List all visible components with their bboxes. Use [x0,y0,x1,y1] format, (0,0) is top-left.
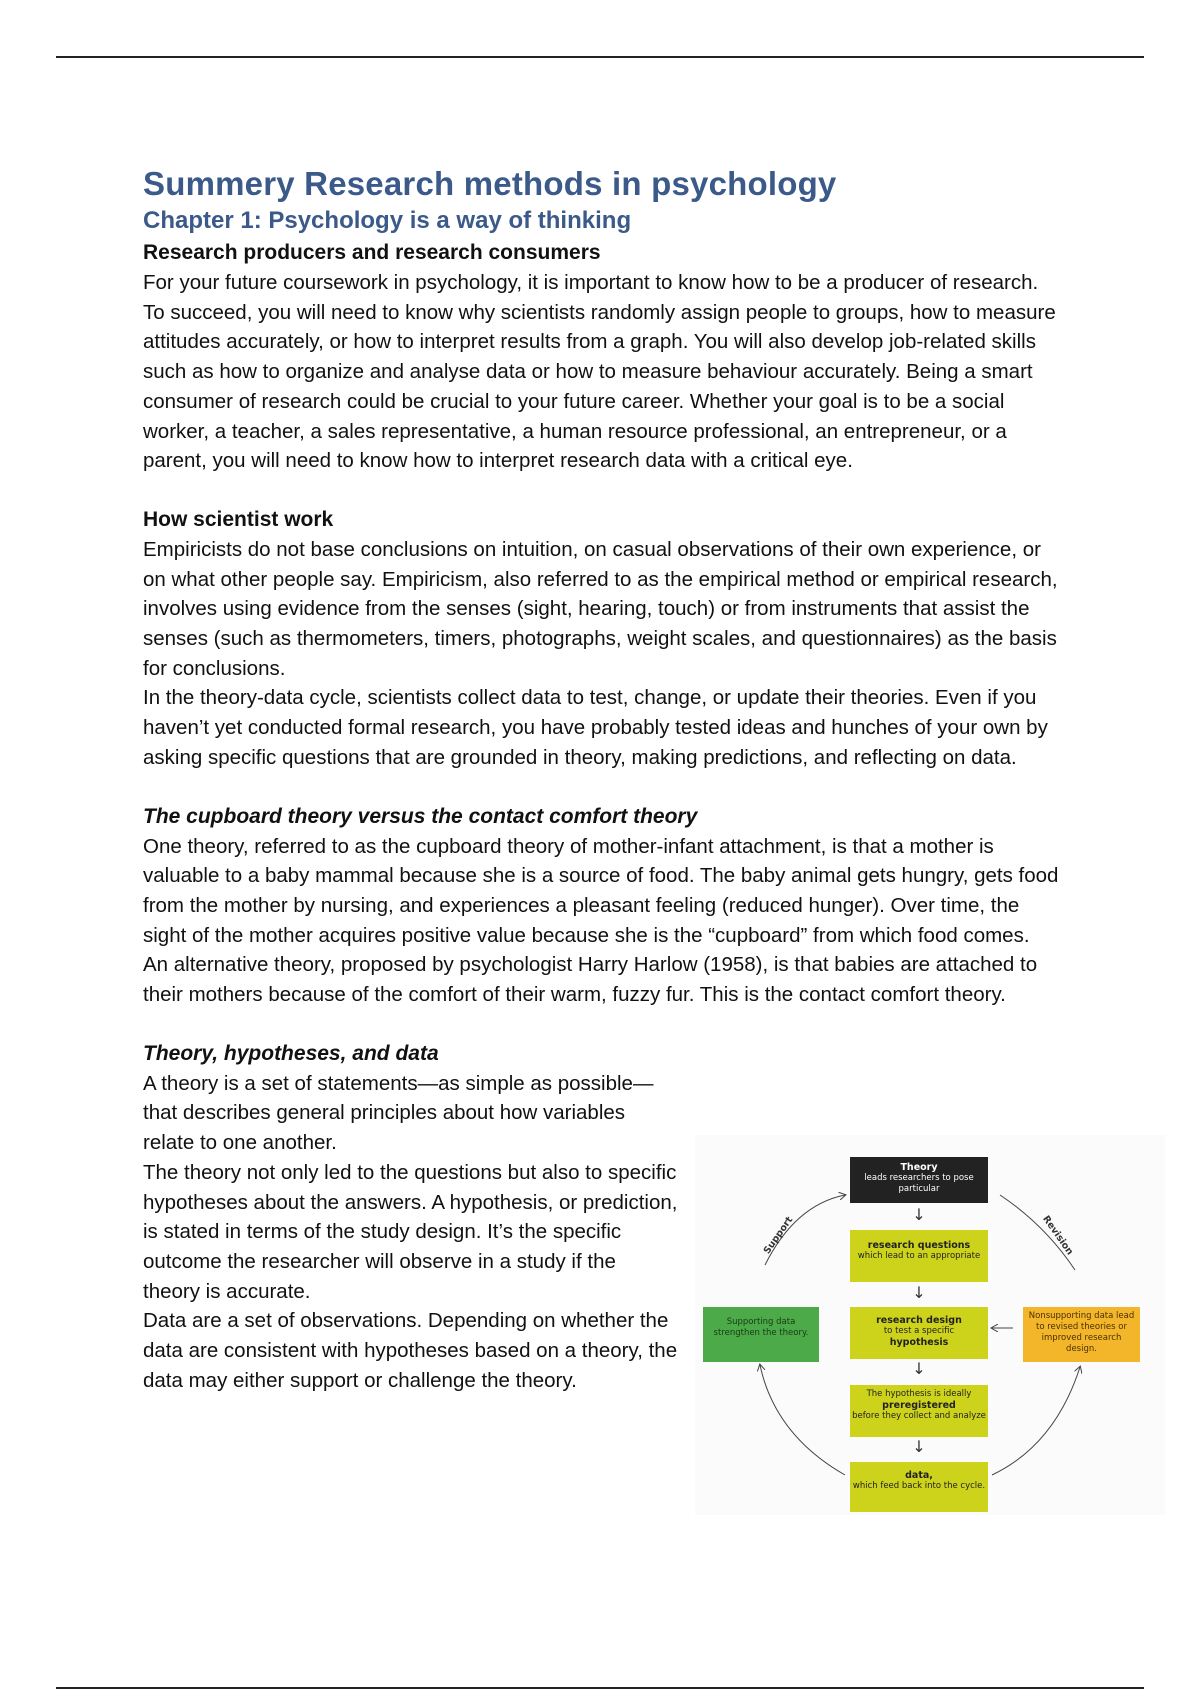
paragraph-data-def: Data are a set of observations. Depending on whether the data are consistent with hypotheses based on a theory, the data may either support or challenge the theory. [143,1309,678,1392]
research-questions-box: research questions which lead to an appropriate [850,1230,988,1282]
support-label: Support [761,1214,796,1257]
paragraph-producers: For your future coursework in psychology, it is important to know how to be a producer of research. To succeed, you will need to know why scientists randomly assign people to groups, how to measure attitudes accurately, or how to interpret results from a graph. You will also develop job-related skills such as how to organize and analyse data or how to measure behaviour accurately. Being a smart consumer of research could be crucial to your future career. Whether your goal is to be a social worker, a teacher, a sales representative, a human resource professional, an entrepreneur, or a parent, you will need to know how to interpret research data with a critical eye. [143,271,1056,473]
data-to-support-arc [760,1365,845,1475]
paragraph-theory-def: A theory is a set of statements—as simple as possible—that describes general principles about how variables relate to one another. [143,1071,654,1155]
section-heading-producers: Research producers and research consumers [143,241,601,264]
data-to-nonsupport-arc [992,1367,1080,1475]
paragraph-hypothesis-def: The theory not only led to the questions but also to specific hypotheses about the answers. A hypothesis, or prediction, is stated in terms of the study design. It’s the specific outcome the researcher will observe in a study if the theory is accurate. [143,1160,678,1303]
paragraph-empiricism: Empiricists do not base conclusions on intuition, on casual observations of their own experience, or on what other people say. Empiricism, also referred to as the empirical method or empirical research, involves using evidence from the senses (sight, hearing, touch) or from instruments that assist the senses (such as thermometers, timers, photographs, weight scales, and questionnaires) as the basis for conclusions. [143,537,1058,680]
arrow-down-icon: ↓ [912,1437,926,1456]
theory-box: Theory leads researchers to pose particular [850,1157,988,1203]
bottom-rule [56,1687,1144,1689]
supporting-data-box: Supporting data strengthen the theory. [703,1307,819,1362]
research-design-box: research design to test a specific hypothesis [850,1307,988,1359]
top-rule [56,56,1144,58]
arrow-down-icon: ↓ [912,1283,926,1302]
revision-arc [1000,1195,1075,1270]
section-heading-scientists: How scientist work [143,507,334,531]
paragraph-contact-comfort: An alternative theory, proposed by psychologist Harry Harlow (1958), is that babies are attached to their mothers because of the comfort of their warm, fuzzy fur. This is the contact comfort theory. [143,953,1038,1007]
chapter-heading: Chapter 1: Psychology is a way of thinking [143,207,632,234]
section-heading-theory: Theory, hypotheses, and data [143,1041,439,1065]
theory-data-cycle-diagram [695,1135,1165,1515]
theory-section [143,1039,678,1396]
revision-label: Revision [1040,1213,1076,1258]
paragraph-theory-data-cycle: In the theory-data cycle, scientists collect data to test, change, or update their theories. Even if you haven’t yet conducted formal research, you have probably tested ideas and hunches of your own by asking specific questions that are grounded in theory, making predictions, and reflecting on data. [143,686,1048,769]
arrow-down-icon: ↓ [912,1359,926,1378]
nonsupporting-data-box: Nonsupporting data lead to revised theories or improved research design. [1023,1307,1140,1362]
arrow-down-icon: ↓ [912,1205,926,1224]
data-box: data, which feed back into the cycle. [850,1462,988,1512]
paragraph-cupboard-theory: One theory, referred to as the cupboard theory of mother-infant attachment, is that a mother is valuable to a baby mammal because she is a source of food. The baby animal gets hungry, gets food from the mother by nursing, and experiences a pleasant feeling (reduced hunger). Over time, the sight of the mother acquires positive value because she is the “cupboard” from which food comes. [143,834,1059,947]
section-heading-cupboard: The cupboard theory versus the contact comfort theory [143,804,698,828]
preregistered-box: The hypothesis is ideally preregistered before they collect and analyze [850,1385,988,1437]
document-title: Summery Research methods in psychology [143,165,837,202]
